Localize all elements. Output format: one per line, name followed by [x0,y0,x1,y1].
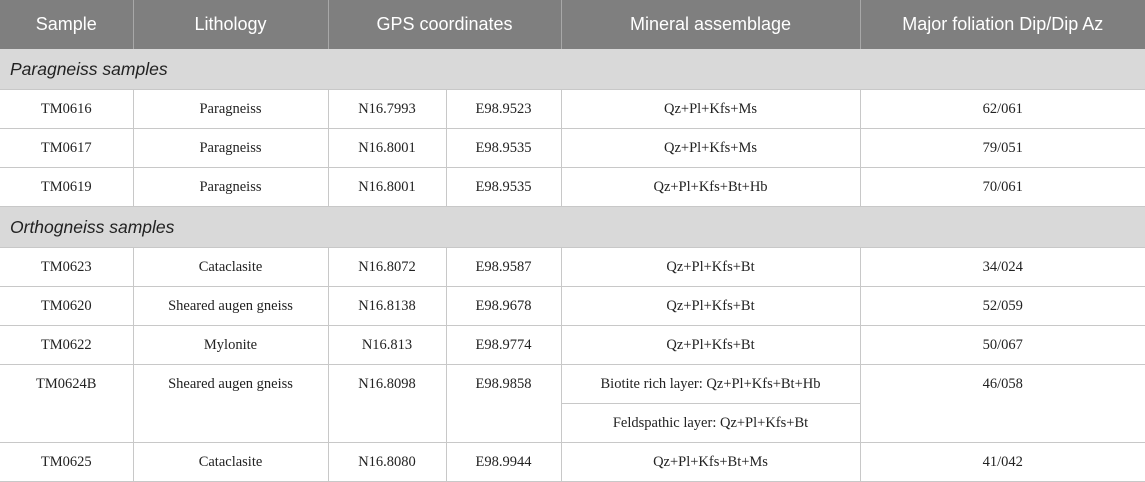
latitude-cell: N16.8001 [328,129,446,168]
longitude-cell: E98.9535 [446,168,561,207]
lithology-cell: Paragneiss [133,168,328,207]
lithology-cell: Paragneiss [133,90,328,129]
section-title: Paragneiss samples [0,49,1145,90]
sample-cell: TM0625 [0,443,133,482]
sample-cell: TM0622 [0,326,133,365]
longitude-cell: E98.9944 [446,443,561,482]
header-gps: GPS coordinates [328,0,561,49]
longitude-cell: E98.9535 [446,129,561,168]
sample-cell: TM0624B [0,365,133,443]
table-row [0,129,1145,168]
sample-cell: TM0619 [0,168,133,207]
foliation-cell: 70/061 [860,168,1145,207]
longitude-cell: E98.9523 [446,90,561,129]
latitude-cell: N16.813 [328,326,446,365]
lithology-cell: Cataclasite [133,248,328,287]
longitude-cell: E98.9587 [446,248,561,287]
table-row [0,90,1145,129]
table-row [0,287,1145,326]
lithology-cell: Cataclasite [133,443,328,482]
foliation-cell: 50/067 [860,326,1145,365]
latitude-cell: N16.8138 [328,287,446,326]
mineral-cell: Feldspathic layer: Qz+Pl+Kfs+Bt [561,404,860,443]
foliation-cell: 62/061 [860,90,1145,129]
mineral-cell: Qz+Pl+Kfs+Bt [561,287,860,326]
mineral-cell: Qz+Pl+Kfs+Bt [561,326,860,365]
latitude-cell: N16.7993 [328,90,446,129]
header-sample: Sample [0,0,133,49]
section-title: Orthogneiss samples [0,207,1145,248]
foliation-cell: 41/042 [860,443,1145,482]
mineral-cell: Qz+Pl+Kfs+Bt [561,248,860,287]
foliation-cell: 46/058 [860,365,1145,443]
lithology-cell: Paragneiss [133,129,328,168]
foliation-cell: 34/024 [860,248,1145,287]
sample-cell: TM0617 [0,129,133,168]
header-mineral: Mineral assemblage [561,0,860,49]
lithology-cell: Sheared augen gneiss [133,287,328,326]
mineral-cell: Biotite rich layer: Qz+Pl+Kfs+Bt+Hb [561,365,860,404]
longitude-cell: E98.9678 [446,287,561,326]
section-row-paragneiss [0,49,1145,90]
table-row [0,326,1145,365]
sample-cell: TM0620 [0,287,133,326]
header-foliation: Major foliation Dip/Dip Az [860,0,1145,49]
mineral-cell: Qz+Pl+Kfs+Ms [561,129,860,168]
foliation-cell: 79/051 [860,129,1145,168]
table-row [0,443,1145,482]
longitude-cell: E98.9858 [446,365,561,443]
table-row [0,365,1145,404]
lithology-cell: Sheared augen gneiss [133,365,328,443]
latitude-cell: N16.8098 [328,365,446,443]
section-row-orthogneiss [0,207,1145,248]
longitude-cell: E98.9774 [446,326,561,365]
latitude-cell: N16.8072 [328,248,446,287]
mineral-cell: Qz+Pl+Kfs+Bt+Ms [561,443,860,482]
sample-cell: TM0616 [0,90,133,129]
latitude-cell: N16.8001 [328,168,446,207]
mineral-cell: Qz+Pl+Kfs+Bt+Hb [561,168,860,207]
header-row [0,0,1145,49]
table-row [0,248,1145,287]
mineral-cell: Qz+Pl+Kfs+Ms [561,90,860,129]
lithology-cell: Mylonite [133,326,328,365]
table-row [0,168,1145,207]
foliation-cell: 52/059 [860,287,1145,326]
latitude-cell: N16.8080 [328,443,446,482]
header-lithology: Lithology [133,0,328,49]
sample-cell: TM0623 [0,248,133,287]
